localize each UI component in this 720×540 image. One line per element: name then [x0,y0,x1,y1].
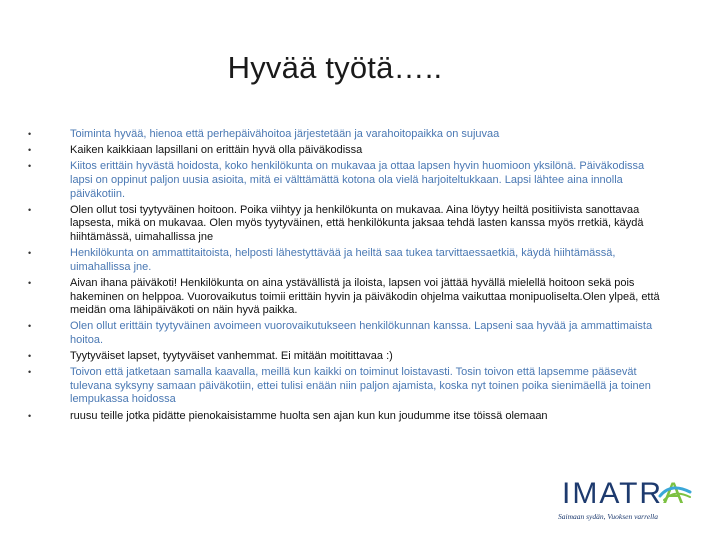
list-item [28,160,668,201]
list-item-text: Olen ollut erittäin tyytyväinen avoimeen vuorovaikutukseen henkilökunnan kanssa. Lapseni saa hyvää ja ammattimaista hoitoa. [70,320,653,346]
list-item [28,204,668,245]
logo-wordmark-last: A [663,477,686,510]
list-item-text: Tyytyväiset lapset, tyytyväiset vanhemmat. Ei mitään moitittavaa :) [70,350,393,363]
list-item-text: Henkilökunta on ammattitaitoista, helposti lähestyttävää ja heiltä saa tukea tarvittaessaetkiä, käydä hiihtämässä, uimahallissa jne. [70,247,616,273]
list-item [28,128,668,142]
logo-slogan: Saimaan sydän, Vuoksen varrella [558,512,658,521]
bullet-icon: • [28,410,32,421]
slide-title: Hyvää työtä….. [227,50,443,85]
list-item-text: ruusu teille jotka pidätte pienokaisistamme huolta sen ajan kun kun joudumme itse töissä olemaan [70,409,548,422]
list-item [28,350,668,364]
list-item [28,277,668,318]
list-item-text: Kiitos erittäin hyvästä hoidosta, koko henkilökunta on mukavaa ja ottaa lapsen hyvin huomioon yksilönä. Päiväkodissa lapsi on oppinut paljon uusia asioita, mitä ei välttämättä kotona ola vielä harjoiteltukkaan. Lapsi lähtee aina innolla päiväkotiin. [70,160,645,200]
wave-swoosh-icon [658,482,692,502]
list-item-text: Toivon että jatketaan samalla kaavalla, meillä kun kaikki on toiminut loistavasti. Tosin toivon että lapsemme pääsevät tulevana syksyny samaan päiväkotiin, ettei tulisi enään niin paljon ajamista, koska nyt toinen poika sienimäellä ja toinen lempukassa hoidossa [70,366,651,406]
list-item [28,320,668,347]
bullet-icon: • [28,321,32,332]
bullet-icon: • [28,204,32,215]
list-item [28,366,668,407]
bullet-icon: • [28,145,32,156]
list-item-text: Olen ollut tosi tyytyväinen hoitoon. Poika viihtyy ja henkilökunta on mukavaa. Aina löytyy heiltä positiivista sanottavaa lapsesta, mikä on mukavaa. Olen myös tyytyväinen, että henkilökunta jaksaa tehdä lasten kanssa myös rretkiä, käydä hiihtämässä, uimahallissa jne [70,203,644,243]
list-item [28,410,668,424]
bullet-icon: • [28,129,32,139]
list-item-text: Aivan ihana päiväkoti! Henkilökunta on aina ystävällistä ja iloista, lapsen voi jättää hyvällä mielellä hoitoon sekä pois hakeminen on helppoa. Vuorovaikutus toimii erittäin hyvin ja päiväkodin ohjelma vaikuttaa monipuoliselta.Olen ylpeä, että meidän oma lähipäiväkoti on näin hyvä paikka. [70,276,660,317]
list-item [28,144,668,158]
list-item-text: Toiminta hyvää, hienoa että perhepäivähoitoa järjestetään ja varahoitopaikka on sujuvaa [70,128,500,140]
bullet-icon: • [28,367,32,378]
bullet-icon: • [28,248,32,259]
feedback-list [28,128,668,426]
bullet-icon: • [28,351,32,362]
list-item-text: Kaiken kaikkiaan lapsillani on erittäin hyvä olla päiväkodissa [70,144,363,157]
list-item [28,247,668,274]
bullet-icon: • [28,161,32,172]
bullet-icon: • [28,277,32,288]
logo-wordmark-main: IMATR [562,477,664,510]
imatra-logo [558,478,698,526]
